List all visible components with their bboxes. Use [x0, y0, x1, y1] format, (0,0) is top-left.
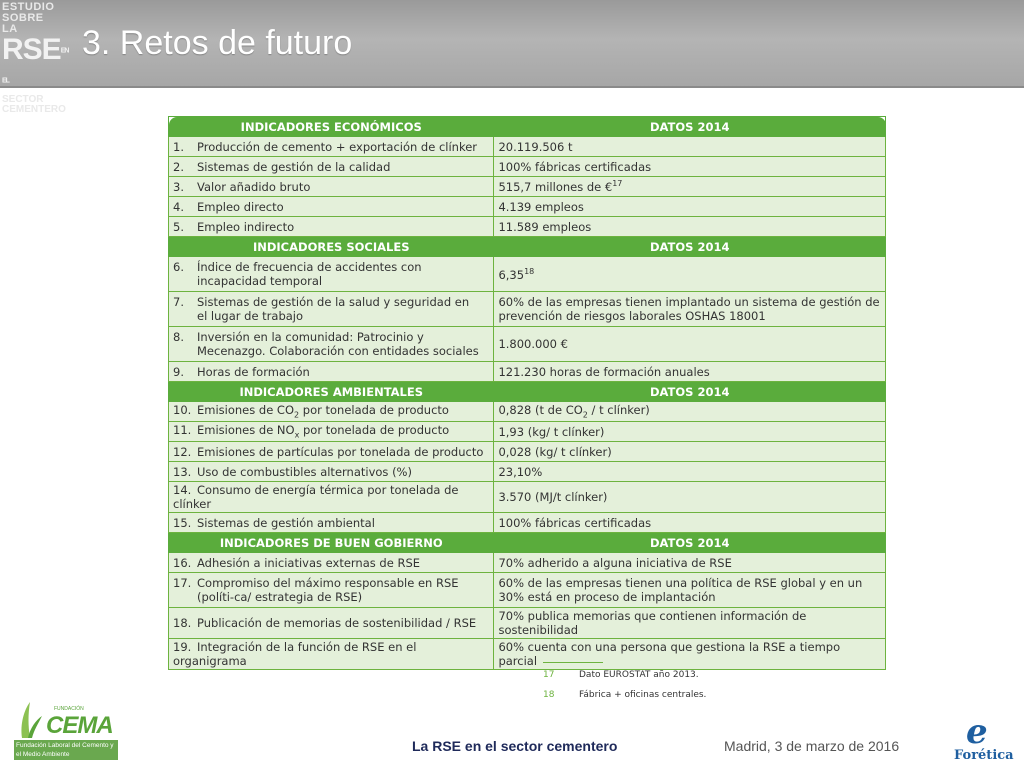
- indicator-cell: [169, 402, 494, 422]
- footer-date: Madrid, 3 de marzo de 2016: [724, 738, 900, 754]
- section-header: INDICADORES ECONÓMICOS: [169, 117, 494, 137]
- indicator-label: Empleo directo: [197, 199, 284, 214]
- indicator-label: Valor añadido bruto: [197, 179, 311, 194]
- indicator-label: Índice de frecuencia de accidentes con incapacidad temporal: [197, 260, 422, 288]
- table-row: [169, 327, 886, 362]
- section-header: INDICADORES SOCIALES: [169, 237, 494, 257]
- value-cell: 121.230 horas de formación anuales: [494, 362, 886, 382]
- indicator-number: 6.: [173, 260, 184, 274]
- footer-title: La RSE en el sector cementero: [412, 738, 618, 754]
- foretica-e-icon: e: [966, 712, 988, 752]
- indicator-label: Emisiones de $NO_x$ por tonelada de producto: [197, 423, 450, 440]
- table-row: [169, 402, 886, 422]
- indicator-label: Empleo indirecto: [197, 219, 295, 234]
- indicator-label: Sistemas de gestión ambiental: [197, 515, 375, 530]
- footnote-18: 18 Fábrica + oficinas centrales.: [543, 690, 707, 700]
- estudio-rse-logo: [2, 1, 69, 115]
- table-row: [169, 197, 886, 217]
- value-cell: 0,828 (t de $CO_2$ / t clínker): [494, 402, 886, 422]
- indicator-cell: [169, 197, 494, 217]
- indicator-label: Consumo de energía térmica por tonelada de clínker: [173, 483, 459, 511]
- indicator-cell: [169, 573, 494, 608]
- logo-line: SOBRE LA: [2, 12, 44, 35]
- page-title: 3. Retos de futuro: [82, 24, 353, 62]
- indicators-table: [168, 116, 886, 670]
- value-cell: 100% fábricas certificadas: [494, 513, 886, 533]
- indicator-number: 18.: [173, 616, 192, 630]
- table-row: [169, 482, 886, 513]
- table-row: [169, 257, 886, 292]
- indicator-number: 13.: [173, 464, 192, 479]
- value-cell: 60% de las empresas tienen implantado un sistema de gestión de prevención de riesgos laborales OSHAS 18001: [494, 292, 886, 327]
- table-row: [169, 573, 886, 608]
- indicator-cell: [169, 462, 494, 482]
- indicator-cell: [169, 257, 494, 292]
- indicator-cell: [169, 157, 494, 177]
- indicator-cell: [169, 137, 494, 157]
- indicator-label: Sistemas de gestión de la calidad: [197, 159, 391, 174]
- indicator-number: 14.: [173, 483, 192, 497]
- logo-line: SECTOR: [2, 94, 44, 105]
- footnote-divider: [543, 662, 603, 663]
- indicator-label: Producción de cemento + exportación de clínker: [197, 139, 478, 154]
- indicator-cell: [169, 639, 494, 670]
- section-header-row: [169, 237, 886, 257]
- value-cell: 515,7 millones de €$^{17}$: [494, 177, 886, 197]
- indicator-cell: [169, 608, 494, 639]
- indicator-label: Sistemas de gestión de la salud y seguridad en el lugar de trabajo: [197, 295, 470, 323]
- indicator-number: 11.: [173, 423, 192, 438]
- indicator-label: Emisiones de $CO_2$ por tonelada de producto: [197, 403, 449, 420]
- indicator-cell: [169, 442, 494, 462]
- indicator-label: Emisiones de partículas por tonelada de producto: [197, 444, 484, 459]
- foretica-wordmark: Forética: [954, 748, 1014, 763]
- indicator-cell: [169, 362, 494, 382]
- table-row: [169, 292, 886, 327]
- value-cell: 70% publica memorias que contienen información de sostenibilidad: [494, 608, 886, 639]
- indicator-number: 9.: [173, 364, 184, 379]
- indicator-number: 1.: [173, 139, 184, 154]
- indicator-number: 8.: [173, 330, 184, 344]
- section-header: INDICADORES DE BUEN GOBIERNO: [169, 533, 494, 553]
- footnote-17: 17 Dato EUROSTAT año 2013.: [543, 670, 699, 680]
- table-row: [169, 422, 886, 442]
- value-cell: 20.119.506 t: [494, 137, 886, 157]
- table-row: [169, 639, 886, 670]
- indicator-label: Inversión en la comunidad: Patrocinio y Mecenazgo. Colaboración con entidades sociales: [197, 330, 479, 358]
- indicator-number: 19.: [173, 640, 192, 654]
- section-header-row: [169, 117, 886, 137]
- indicator-cell: [169, 292, 494, 327]
- value-cell: 1.800.000 €: [494, 327, 886, 362]
- table-row: [169, 513, 886, 533]
- table-row: [169, 442, 886, 462]
- data-header: DATOS 2014: [494, 117, 886, 137]
- indicator-number: 12.: [173, 444, 192, 459]
- indicator-label: Horas de formación: [197, 364, 310, 379]
- indicator-label: Integración de la función de RSE en el organigrama: [173, 640, 417, 668]
- indicator-label: Compromiso del máximo responsable en RSE (políti-ca/ estrategia de RSE): [197, 576, 459, 604]
- table-row: [169, 137, 886, 157]
- table-row: [169, 462, 886, 482]
- value-cell: 11.589 empleos: [494, 217, 886, 237]
- indicator-label: Publicación de memorias de sostenibilidad / RSE: [197, 616, 477, 630]
- indicator-cell: [169, 513, 494, 533]
- indicator-number: 16.: [173, 555, 192, 570]
- table-row: [169, 553, 886, 573]
- indicator-cell: [169, 482, 494, 513]
- indicator-number: 10.: [173, 403, 192, 418]
- data-header: DATOS 2014: [494, 382, 886, 402]
- indicator-number: 5.: [173, 219, 184, 234]
- logo-line: ESTUDIO: [2, 1, 55, 13]
- table-row: [169, 362, 886, 382]
- cema-fundacion-label: FUNDACIÓN: [54, 706, 84, 712]
- value-cell: 6,35$^{18}$: [494, 257, 886, 292]
- section-header-row: [169, 533, 886, 553]
- data-header: DATOS 2014: [494, 533, 886, 553]
- value-cell: 100% fábricas certificadas: [494, 157, 886, 177]
- table-row: [169, 177, 886, 197]
- indicator-cell: [169, 553, 494, 573]
- value-cell: 70% adherido a alguna iniciativa de RSE: [494, 553, 886, 573]
- data-header: DATOS 2014: [494, 237, 886, 257]
- indicator-number: 4.: [173, 199, 184, 214]
- value-cell: 4.139 empleos: [494, 197, 886, 217]
- value-cell: 1,93 (kg/ t clínker): [494, 422, 886, 442]
- indicator-cell: [169, 327, 494, 362]
- cema-wordmark: CEMA: [46, 712, 113, 739]
- foretica-logo: [952, 712, 1016, 766]
- indicator-number: 7.: [173, 295, 184, 309]
- logo-line: RSEEN EL: [2, 33, 69, 85]
- indicator-cell: [169, 177, 494, 197]
- section-header-row: [169, 382, 886, 402]
- cema-leaf-icon: [14, 700, 44, 740]
- logo-line: CEMENTERO: [2, 104, 66, 115]
- indicator-number: 3.: [173, 179, 184, 194]
- indicator-cell: [169, 422, 494, 442]
- indicator-label: Uso de combustibles alternativos (%): [197, 464, 412, 479]
- indicator-number: 2.: [173, 159, 184, 174]
- indicator-cell: [169, 217, 494, 237]
- section-header: INDICADORES AMBIENTALES: [169, 382, 494, 402]
- cema-logo: [14, 700, 118, 762]
- indicator-label: Adhesión a iniciativas externas de RSE: [197, 555, 421, 570]
- header-band: [0, 0, 1024, 115]
- table-row: [169, 217, 886, 237]
- value-cell: 23,10%: [494, 462, 886, 482]
- table-row: [169, 157, 886, 177]
- indicator-number: 15.: [173, 515, 192, 530]
- cema-tagline: Fundación Laboral del Cemento y el Medio Ambiente: [14, 740, 118, 760]
- indicator-number: 17.: [173, 576, 192, 590]
- value-cell: 3.570 (MJ/t clínker): [494, 482, 886, 513]
- value-cell: 0,028 (kg/ t clínker): [494, 442, 886, 462]
- table-row: [169, 608, 886, 639]
- value-cell: 60% de las empresas tienen una política de RSE global y en un 30% está en proceso de implantación: [494, 573, 886, 608]
- value-cell: 60% cuenta con una persona que gestiona la RSE a tiempo parcial: [494, 639, 886, 670]
